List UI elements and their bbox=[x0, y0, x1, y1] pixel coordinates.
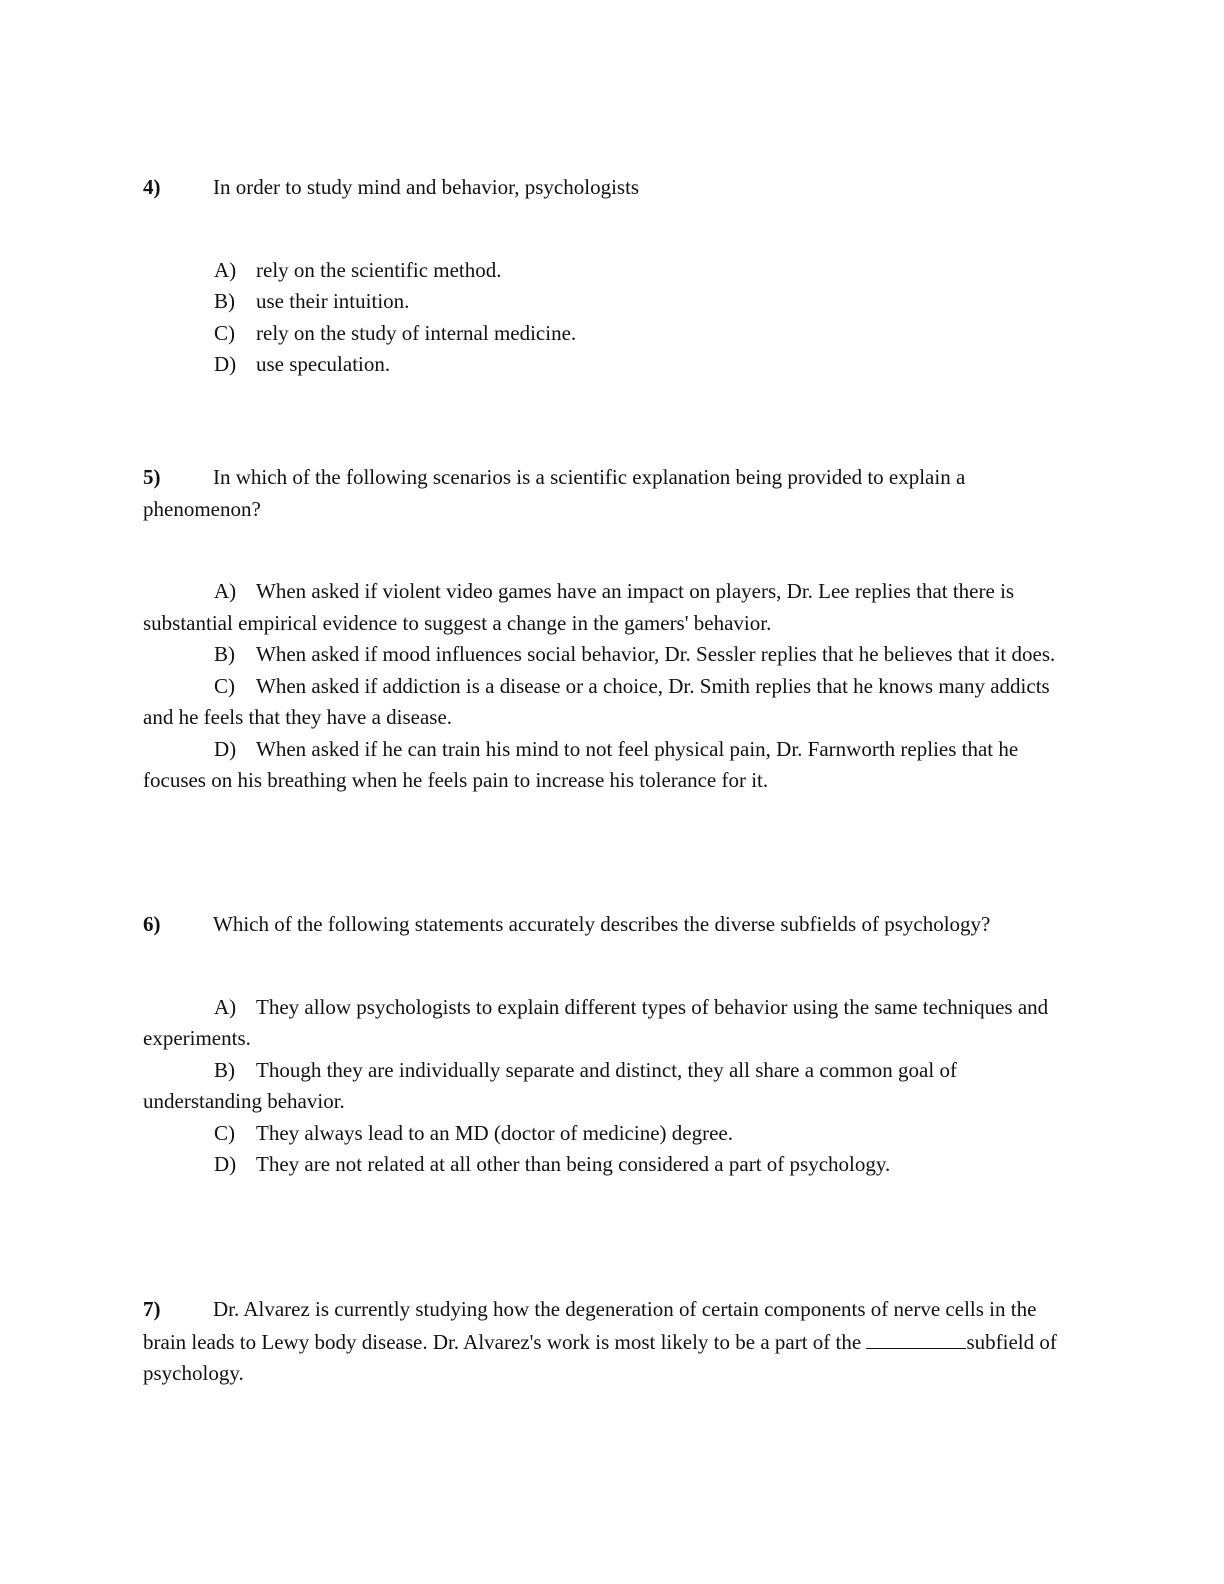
question-text: Dr. Alvarez is currently studying how the degeneration of certain components of nerve cells in the brain leads to Lewy body disease. Dr. Alvarez's work is most likely to be a part of the bbox=[143, 1297, 1037, 1354]
option-letter: D) bbox=[214, 352, 237, 376]
option-text: They allow psychologists to explain different types of behavior using the same techniques and experiments. bbox=[143, 994, 1049, 1050]
answer-option-b bbox=[143, 1055, 1073, 1118]
answer-option-d bbox=[143, 734, 1073, 797]
answer-option-a bbox=[143, 992, 1073, 1055]
answer-option-b bbox=[143, 639, 1073, 671]
question-5 bbox=[143, 462, 1073, 797]
option-letter: D) bbox=[214, 736, 237, 761]
option-letter: C) bbox=[214, 320, 235, 345]
option-letter: C) bbox=[214, 673, 235, 698]
option-letter: B) bbox=[214, 289, 235, 313]
question-number: 4) bbox=[143, 175, 161, 199]
option-text: use speculation. bbox=[256, 352, 391, 376]
question-text: Which of the following statements accurately describes the diverse subfields of psychology? bbox=[213, 912, 991, 936]
question-stem bbox=[143, 172, 1073, 204]
fill-in-blank[interactable] bbox=[866, 1326, 966, 1349]
option-letter: D) bbox=[214, 1152, 237, 1176]
answer-option-c bbox=[143, 671, 1073, 734]
option-text: use their intuition. bbox=[256, 289, 410, 313]
question-stem bbox=[143, 462, 1073, 525]
answer-option-c bbox=[143, 1118, 1073, 1150]
question-text-after-blank: subfield of psychology. bbox=[143, 1329, 1057, 1385]
option-text: Though they are individually separate and distinct, they all share a common goal of understanding behavior. bbox=[143, 1057, 957, 1113]
answer-option-a bbox=[143, 255, 1073, 287]
question-text: In which of the following scenarios is a scientific explanation being provided to explain a phenomenon? bbox=[143, 465, 966, 521]
answer-option-a bbox=[143, 576, 1073, 639]
option-text: rely on the scientific method. bbox=[256, 257, 502, 282]
option-letter: A) bbox=[214, 257, 237, 282]
option-letter: C) bbox=[214, 1120, 235, 1145]
option-text: rely on the study of internal medicine. bbox=[256, 320, 577, 345]
question-7 bbox=[143, 1294, 1073, 1390]
answer-options bbox=[143, 576, 1073, 797]
option-letter: A) bbox=[214, 579, 237, 603]
option-letter: B) bbox=[214, 642, 235, 666]
option-letter: B) bbox=[214, 1057, 235, 1082]
option-text: When asked if mood influences social behavior, Dr. Sessler replies that he believes that it does. bbox=[256, 642, 1056, 666]
option-text: They are not related at all other than being considered a part of psychology. bbox=[256, 1152, 891, 1176]
answer-option-d bbox=[143, 349, 1073, 381]
question-text: In order to study mind and behavior, psychologists bbox=[213, 175, 640, 199]
answer-option-d bbox=[143, 1149, 1073, 1181]
question-stem bbox=[143, 909, 1073, 941]
question-4 bbox=[143, 172, 1073, 381]
question-6 bbox=[143, 909, 1073, 1181]
option-letter: A) bbox=[214, 994, 237, 1019]
question-stem bbox=[143, 1294, 1073, 1390]
answer-options bbox=[143, 992, 1073, 1181]
answer-option-c bbox=[143, 318, 1073, 350]
option-text: When asked if he can train his mind to not feel physical pain, Dr. Farnworth replies that he focuses on his breathing when he feels pain to increase his tolerance for it. bbox=[143, 736, 1019, 792]
answer-options bbox=[143, 255, 1073, 381]
option-text: When asked if addiction is a disease or a choice, Dr. Smith replies that he knows many addicts and he feels that they have a disease. bbox=[143, 673, 1050, 729]
option-text: When asked if violent video games have an impact on players, Dr. Lee replies that there is substantial empirical evidence to suggest a change in the gamers' behavior. bbox=[143, 579, 1015, 635]
option-text: They always lead to an MD (doctor of medicine) degree. bbox=[256, 1120, 733, 1145]
question-number: 7) bbox=[143, 1297, 161, 1321]
question-number: 5) bbox=[143, 465, 161, 489]
question-number: 6) bbox=[143, 912, 161, 936]
answer-option-b bbox=[143, 286, 1073, 318]
